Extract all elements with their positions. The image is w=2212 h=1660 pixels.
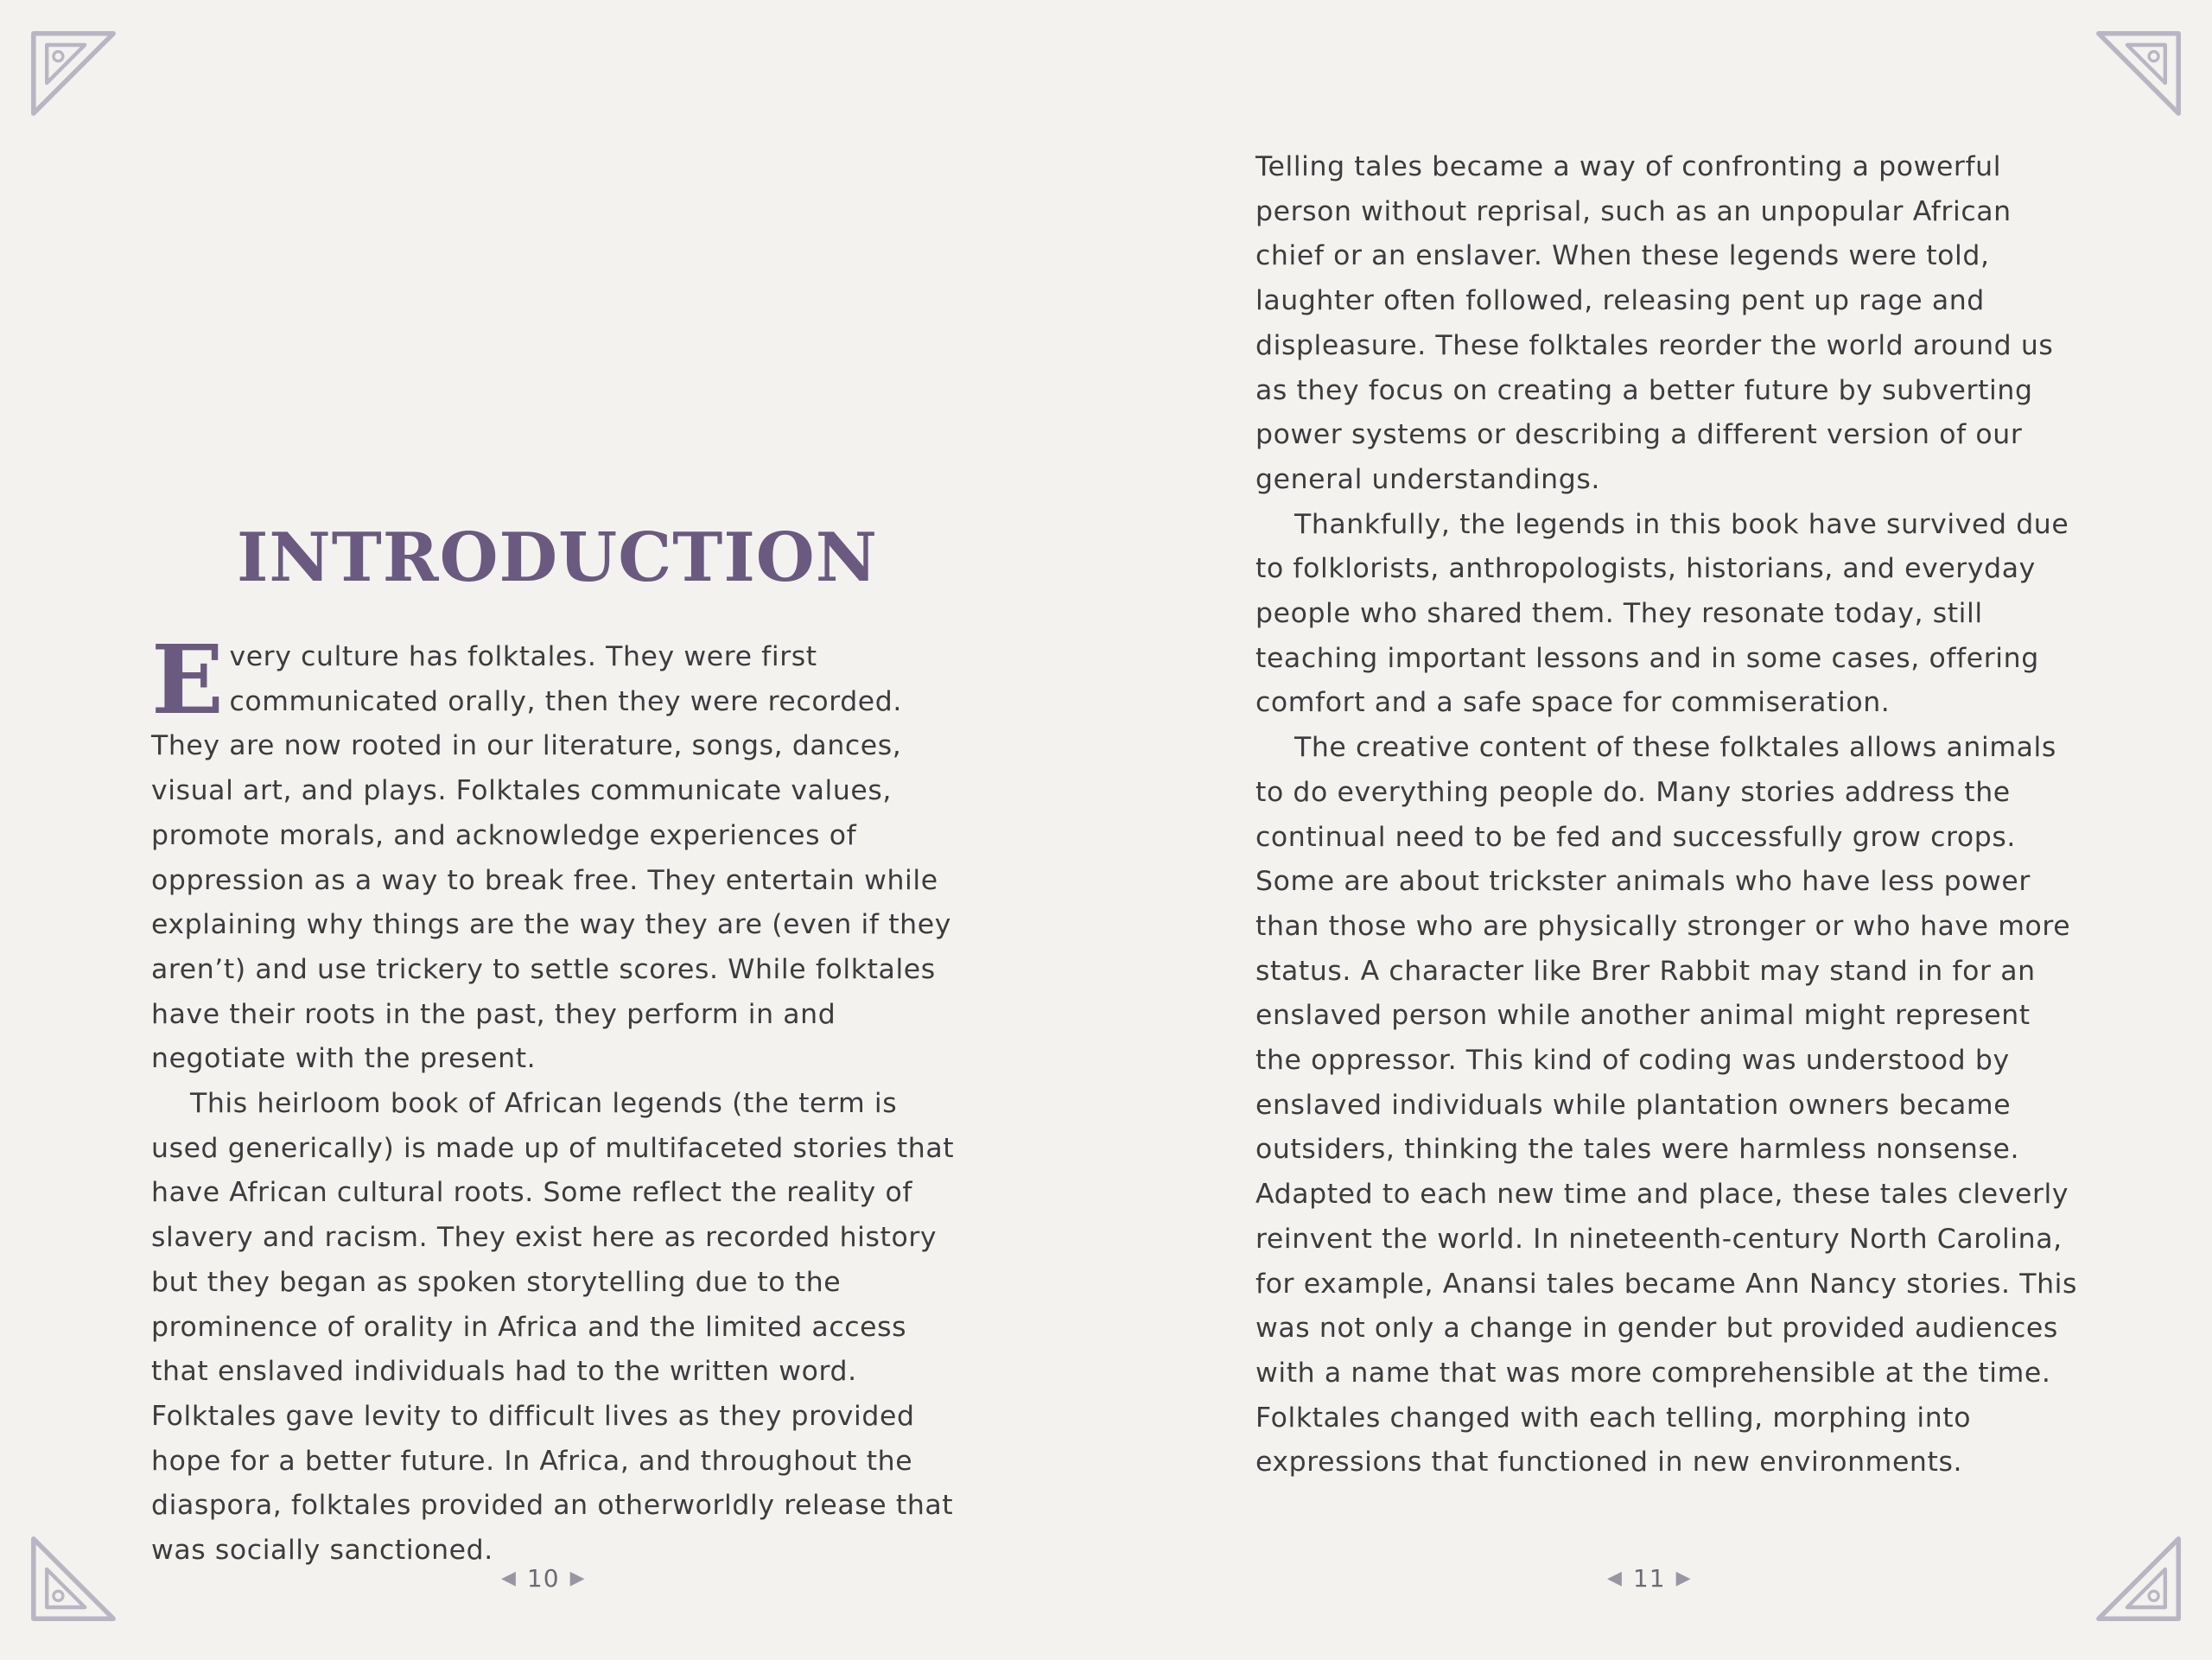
right-paragraph-3: The creative content of these folktales allows animals to do everything people do. Many stories address the continual need to be fed and successfully grow crops. Some are about trickster animals who have less power than those who are physically stronger or who have more status. A character like Brer Rabbit may stand in for an enslaved person while another animal might represent the oppressor. This kind of coding was understood by enslaved individuals while plantation owners became outsiders, thinking the tales were harmless nonsense. Adapted to each new time and place, these tales cleverly reinvent the world. In nineteenth-century North Carolina, for example, Anansi tales became Ann Nancy stories. This was not only a change in gender but provided audiences with a name that was more comprehensible at the time. Folktales changed with each telling, morphing into expressions that functioned in new environments. xyxy=(1255,732,2077,1479)
corner-triangle-ornament-bottom-left xyxy=(26,1531,121,1626)
left-arrow-icon: ◀ xyxy=(1607,1568,1623,1589)
corner-triangle-ornament-bottom-right xyxy=(2091,1531,2186,1626)
left-paragraph-2: This heirloom book of African legends (the term is used generically) is made up of multifaceted stories that have African cultural roots. Some reflect the reality of slavery and racism. They exist here as recorded history but they began as spoken storytelling due to the prominence of orality in Africa and the limited access that enslaved individuals had to the written word. Folktales gave levity to difficult lives as they provided hope for a better future. In Africa, and throughout the diaspora, folktales provided an otherworldly release that was socially sanctioned. xyxy=(151,1088,955,1567)
corner-triangle-ornament-top-left xyxy=(26,26,121,121)
left-paragraph-1-text: very culture has folktales. They were first communicated orally, then they were recorded. They are now rooted in our literature, songs, dances, visual art, and plays. Folktales communicate values, promote morals, and acknowledge experiences of oppression as a way to break free. They entertain while explaining why things are the way they are (even if they aren’t) and use trickery to settle scores. While folktales have their roots in the past, they perform in and negotiate with the present. xyxy=(151,641,951,1075)
page-number-left xyxy=(501,1564,585,1593)
chapter-title: INTRODUCTION xyxy=(236,518,879,597)
right-arrow-icon: ▶ xyxy=(1675,1568,1692,1589)
page-number-right xyxy=(1607,1564,1691,1593)
page-number-text: 11 xyxy=(1632,1564,1666,1593)
left-arrow-icon: ◀ xyxy=(501,1568,517,1589)
right-page-body xyxy=(1255,145,2085,1485)
drop-cap: E xyxy=(151,624,225,735)
right-arrow-icon: ▶ xyxy=(569,1568,586,1589)
left-page-body xyxy=(151,624,963,1574)
left-paragraph-1 xyxy=(151,624,963,1082)
right-paragraph-2: Thankfully, the legends in this book have survived due to folklorists, anthropologists, historians, and everyday people who shared them. They resonate today, still teaching important lessons and in some cases, offering comfort and a safe space for commiseration. xyxy=(1255,508,2069,719)
right-paragraph-1: Telling tales became a way of confronting a powerful person without reprisal, such as an unpopular African chief or an enslaver. When these legends were told, laughter often followed, releasing pent up rage and displeasure. These folktales reorder the world around us as they focus on creating a better future by subverting power systems or describing a different version of our general understandings. xyxy=(1255,151,2054,495)
page-number-text: 10 xyxy=(526,1564,560,1593)
corner-triangle-ornament-top-right xyxy=(2091,26,2186,121)
